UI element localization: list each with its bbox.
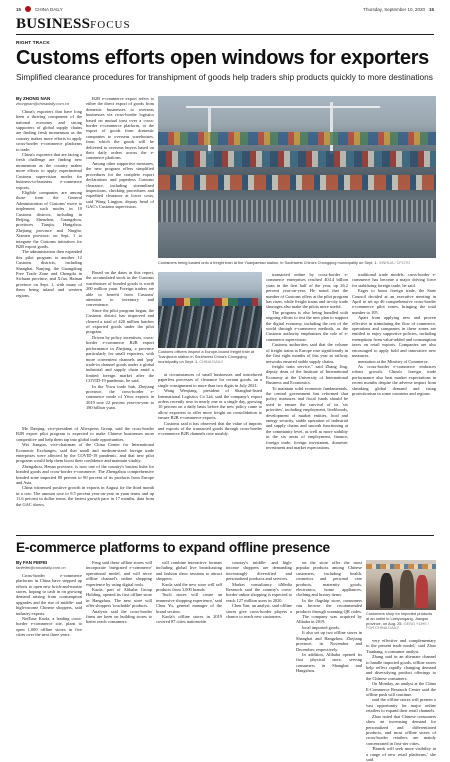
paragraph: Driven by policy incentives, cross-border e-commerce B2B export performance in Zhejiang, a province particularly for small exporters, with more convenient channels and 'pop' trade-in channel goods under a global industrial and supply chain amid a limited foreign market after the COVID-19 pandemic, he said. xyxy=(86,334,154,384)
story2-column-5 xyxy=(296,560,362,742)
paragraph: Based on the dates in this report, the accumulated stock in the Customs warehouses of bonded goods is worth 200 million yuan. Foreign traders are able to benefit from Customs' attention to inventory and convenience. xyxy=(86,270,154,308)
caption-text: Containers being loaded onto a freight train at the Yuanjiamiao station, in Southwest China's Chongqing municipality on Sept. 1. xyxy=(158,260,378,265)
page-header-strip xyxy=(16,4,434,14)
paragraph: Kaola's offline stores in 2019 covered 87 cities nationwide. xyxy=(156,614,222,625)
section-title xyxy=(16,16,131,33)
paragraph: Customs said it has observed that the value of imports and exports of the transacted goods through cross-border e-commerce B2B channels rose notably. xyxy=(158,420,262,437)
paragraph: said the offline stores will present a vast opportunity for major online retailers to expand their retail channels. xyxy=(366,697,436,714)
paragraph: Wang Wenjiang, president of Shanghai-listed International Logistics Co Ltd, said the company's export orders recently rose in nearly one or a single day, growing 10 percent on a daily basis before the new policy came to allow exporters to offer more freight on consolidation to ensure B2B e-commerce exports. xyxy=(158,388,262,421)
story-headline: Customs efforts open windows for exporters xyxy=(16,47,430,69)
paragraph: China witnessed positive growth in exports in August for the third month in a row. The amount rose to 9.5 percent year-on-year in yuan terms and up 11.6 percent in dollar terms, the fastest growth pace in 17 months, data from the GAC shows. xyxy=(16,485,154,507)
story-subhead: Simplified clearance procedures for transhipment of goods help traders ship products quickly to more destinations xyxy=(16,72,433,82)
publication-name: CHINA DAILY xyxy=(35,6,63,12)
paragraph: The program is also being bundled with ongoing efforts to test the new plan to support the digital economy, including the rest of the world through e-commerce methods, as the Customs authority emphasizes the role of e-commerce supervision. xyxy=(266,309,348,342)
main-photo-caption xyxy=(158,261,436,266)
china-daily-logo-icon xyxy=(25,6,31,12)
paragraph: on the store offer the most popular products among Chinese customers, including health, cosmetics and personal care products, maternity goods, electronics, home appliances, clothing and luxury items. xyxy=(296,560,362,598)
paragraph: As cross-border e-commerce embraces robust growth, China's foreign trade performance also beat market expectations in recent months despite the adverse impact from shrinking global demand and rising protectionism in some countries and regions. xyxy=(352,363,436,396)
story1-column-4 xyxy=(158,372,262,532)
story1-column-6 xyxy=(352,272,436,532)
header-left xyxy=(16,6,63,12)
story1-column-2b xyxy=(86,270,154,422)
paragraph: Among other supportive measures, the new program offers simplified procedures for the complete export declarations and paperless Customs clearance, including streamlined inspections, checking procedures and expedited clearance at lower costs, said Wang Lingjun, deputy head of GAC's Customs supervision. xyxy=(86,160,154,210)
paragraph: In the flagship store, consumers can browse the recommended products through scanning QR codes. xyxy=(296,597,362,614)
story2-column-2 xyxy=(86,560,152,742)
paragraph: Kaola said the new store will sell products from 3,000 brands. xyxy=(156,581,222,593)
paragraph: at circumstances of small businesses and introduced paperless processes of clearance for certain goods, on a single consignment to more than two digits in July 2021. xyxy=(158,372,262,388)
photo-credit: XINHUA / CFOTO xyxy=(378,260,411,265)
container-train-photo xyxy=(158,96,436,258)
paragraph: 'Such stores will create an immersive shopping experience,' said Chen Yu, general manager of the brand section. xyxy=(156,592,222,614)
paragraph: The administration then expanded this pilot program to another 12 Customs districts, including Shanghai, Nanjing, the Guangdong Free Trade Zone and Chengdu in Sichuan province, and Xi'an, Hainan province on Sept. 1, with many of them being inland and western regions. xyxy=(16,249,82,298)
paragraph: very effective and complementary to the present trade model,' said Zhao Tianhang, a consumer analyst. xyxy=(366,638,436,654)
paragraph: The company was acquired by Alibaba in 2019. xyxy=(296,614,362,625)
story1-byline: By ZHONG NAN xyxy=(16,96,51,101)
paragraph: Mo Daiqing, vice-president of Aliexpress Group, said the cross-border B2B export pilot program is expected to make Chinese businesses more competitive and help them tap into global trade opportunities. xyxy=(16,426,154,442)
issue-date: Thursday, September 10, 2020 xyxy=(363,6,425,12)
paragraph: transacted online by cross-border e-commerce enterprises reached 404.4 billion yuan in the first half of the year, up 26.2 percent year-on-year. He noted that the number of Customs offers at the pilot program has risen, while freight trains and in-city trade shortages also make the pilots more useful. xyxy=(266,272,348,310)
freight-train-photo xyxy=(158,272,262,348)
paragraph: traditional trade models, cross-border e-commerce has become a major driving force for stabilizing foreign trade, he said. xyxy=(352,272,436,288)
header-right xyxy=(363,7,434,12)
paragraph: Zhang said in an alternate channel to handle imported goods, offline stores help reflect rapidly changing demand and diversifying product offerings to the Chinese consumers. xyxy=(366,654,436,681)
paragraph: Customs authorities said that the volume of freight trains to Europe rose significantly in the first eight months of this year as railway networks ensured stable supply chains. xyxy=(266,342,348,364)
paragraph: Feng said these offline stores will incorporate 'integrated e-commerce' operational model, and will serve offline channel's online shopping experience by using digital tools. xyxy=(86,560,152,587)
paragraph: 'Brands will seek more visibility in a range of new retail platforms,' she said. xyxy=(366,746,436,762)
paragraph: local imported goods. xyxy=(302,624,341,630)
section-title-light: FOCUS xyxy=(90,19,131,31)
paragraph: NetEase Kaola, a leading cross-border e-commerce site, plans to open 1,000 offline stores in five cities over the next three years. xyxy=(16,616,82,638)
paragraph: B2B e-commerce export refers to either the direct export of goods from domestic businesses to overseas businesses via cross-border logistics based on mutual trust over a cross-border e-commerce platform, or the export of goods from domestic companies to overseas warehouses, from which the goods will be delivered to overseas buyers based on their daily orders across the e-commerce platform. xyxy=(86,96,154,161)
paragraph: Kaola, part of Alibaba Group Holding, opened its first offline store in Hangzhou. The new store will offer shoppers 'touchable' products. xyxy=(86,587,152,609)
paragraph: Since the pilot program began, the Customs district has improved and cleared a total of 420 million batches of exported goods under the pilot program. xyxy=(86,307,154,335)
paragraph: To maintain solid economic fundamentals, the central government has reformed that policy measures and fiscal funds should be used to ensure the survival of its 'six priorities', including employment, livelihoods, development of market entities, food and energy security, stable operation of industrial and supply chains and smooth functioning at the community level, as well as more stability in the six areas of employment, finance, foreign trade, foreign investment, domestic investment and market expectations. xyxy=(266,385,348,450)
page-number-right: 15 xyxy=(428,6,434,12)
paragraph: will combine interactive formats including global live broadcasting and fashion show sessions to attract shoppers. xyxy=(156,560,222,582)
paragraph: Zhengzhou, Henan province, is now one of the country's busiest hubs for bonded goods and cross-border e-commerce. The Zhengzhou comprehensive bonded zone imported 80 percent to 90 percent of its products from Europe and Asia. xyxy=(16,463,154,486)
paragraph: Analysts said the cross-border firms are keen on building stores to better reach consumers. xyxy=(86,608,152,625)
paragraph: Cross-border e-commerce platforms in China have stepped up efforts to open new brick-and-mortar stores, hoping to cash in on growing demand arising from consumption upgrades and the rise of middle- and high-income Chinese shoppers, said industry experts. xyxy=(16,572,82,616)
paragraph: Chen Yan, an analyst, said offline stores give cross-border players a chance to reach new customers. xyxy=(226,603,292,620)
paragraph: mentation at the Ministry of Commerce. xyxy=(358,358,429,364)
story2-column-4 xyxy=(226,560,292,742)
story2-column-1 xyxy=(16,560,82,742)
paragraph: On Monday, an analyst at the China E-Commerce Research Center said the offline push will continue. xyxy=(366,681,436,698)
paragraph: Wei Jianguo, vice-chairman of the China Center for International Economic Exchanges, said that small and medium-sized foreign trade enterprises were affected by the COVID-19 pandemic, and that new pilot programs would help them boost their confidence and maintain vitality. xyxy=(16,442,154,464)
paragraph: country's middle- and high-income shoppers are demanding increasingly diversified and personalized products and services. xyxy=(226,560,292,582)
story1-column-extra xyxy=(16,426,154,532)
story2-email: fanfeifei@chinadaily.com.cn xyxy=(16,565,66,571)
photo-credit: CHINA DAILY xyxy=(199,358,224,364)
section-title-bold: BUSINESS xyxy=(16,16,91,32)
section-divider xyxy=(16,34,434,35)
photo-credit: GENG YUHE / FOR CHINA DAILY xyxy=(366,620,430,631)
paragraph: In addition, Alibaba opened its first physical store, serving consumers in Shanghai and Hangzhou. xyxy=(296,651,362,674)
story-divider xyxy=(16,535,434,536)
story2-column-6 xyxy=(366,638,436,762)
story1-column-5 xyxy=(266,272,348,532)
paragraph: Eligible companies are among those from the General Administration of Customs' move to implement such modes in 10 Customs districts, including in Beijing, Shenzhen, Guangzhou, provinces Tianjin, Hangzhou, Zhejiang province and Ningbo, Xiamen province, on Sept. 1 to integrate the Customs initiatives for B2B export goods. xyxy=(16,189,82,249)
story1-column-1 xyxy=(16,96,82,422)
paragraph: In the Yiwu trade hub, Zhejiang province, the cross-border e-commerce mode of Yiwu exports in 2019 rose 22 percent year-on-year to 180 billion yuan. xyxy=(86,383,154,411)
paragraph: China's exporters that have long been a thriving component of the national economy and strong supporters of global supply chains are finding fresh momentum as the country makes more efforts to apply cross-border e-commerce platforms to trade. xyxy=(16,108,82,152)
story1-email: zhongnan@chinadaily.com.cn xyxy=(16,101,70,107)
paragraph: Apart from applying new and proven effective in stimulating the flow of commerce, operations and companies in these zones are entitled to enjoy supportive policies, including exemptions from value-added and consumption taxes on retail exports. Companies are also encouraged to apply bold and innovative new measures. xyxy=(352,315,436,359)
story2-column-3 xyxy=(156,560,222,742)
shoppers-photo xyxy=(366,560,436,610)
story2-headline: E-commerce platforms to expand offline presence xyxy=(16,540,330,555)
paragraph: China's exporters that are facing a fresh challenge are finding new momentum as the country makes more efforts to apply experimental Customs supervision modes for business-to-business e-commerce exports. xyxy=(16,152,82,190)
story2-byline: By FAN FEIFEI xyxy=(16,560,48,565)
shoppers-photo-caption xyxy=(366,612,436,631)
paragraph: Market consultancy iiMedia Research said the country's cross-border online shopping is expected to reach 127 million users in 2020. xyxy=(226,581,292,603)
caption-text: Customs officers inspect a Europe-bound freight train at Tuanjiecun station in Southwest China's Chongqing municipality on Sept. 1. xyxy=(158,349,255,364)
story1-column-2 xyxy=(86,96,154,208)
paragraph: It also set up two offline stores in Shanghai and Hangzhou, Zhejiang province, in November and December, respectively. xyxy=(296,630,362,652)
paragraph: Zhao noted that Chinese consumers show an increasing demand for personalized and differentiated products, and most offline stores of cross-border retailers are mainly concentrated in first-tier cities. xyxy=(366,713,436,746)
train-photo-caption xyxy=(158,350,262,364)
story-kicker: RIGHT TRACK xyxy=(16,40,50,45)
caption-text: Customers shop for imported products at an outlet in Lianyungang, Jiangsu province, on Aug. 25. xyxy=(366,611,433,626)
page-number: 15 xyxy=(16,6,22,12)
paragraph: freight train service," said Zhang Jing, deputy dean of the Institute of International Economy at the University of International Business and Economics. xyxy=(266,363,348,386)
paragraph: Eager to boost foreign trade, the State Council decided at an executive meeting in April to set up 46 comprehensive cross-border e-commerce pilot zones, bringing the total number to 105. xyxy=(352,288,436,315)
